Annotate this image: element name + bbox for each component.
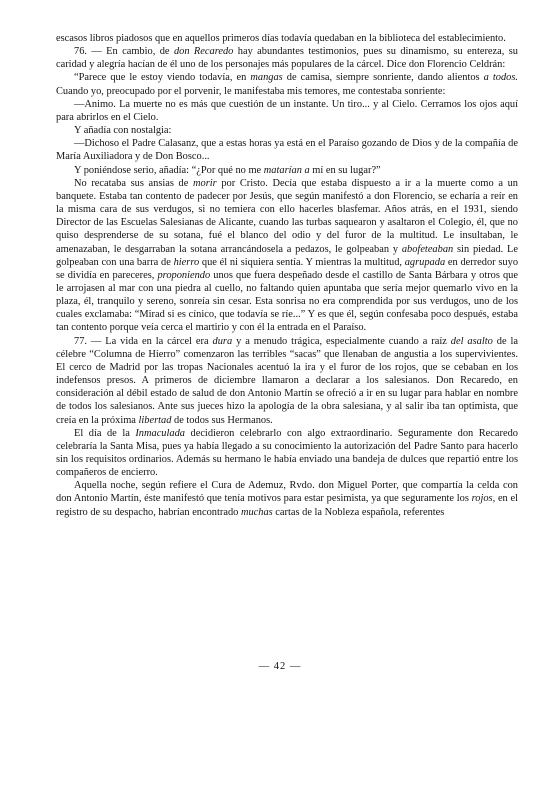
paragraph xyxy=(56,124,518,137)
text-run: No recataba sus ansias de xyxy=(74,177,193,189)
text-run: cartas de la Nobleza española, referentes xyxy=(272,506,445,518)
paragraph xyxy=(56,71,518,97)
italic-text: mangas xyxy=(250,72,283,84)
text-run: El día de la xyxy=(74,427,136,439)
italic-text: morir xyxy=(193,177,217,189)
italic-text: don Recaredo xyxy=(173,46,234,58)
text-run: de la célebre “Columna de Hierro” comenzaron las terribles “sacas” que llenaban de angustia a los supervivientes. El cerco de Madrid por las tropas Nacionales acentuó la ira y el furor de los rojos, que se cebaban en los indefensos presos. A primeros de diciembre llamaron a declarar a los salesianos. Don Recaredo, en consideración al débil estado de salud de don Antonio Martín se ofreció a ir en su lugar para hablar en nombre de todos los salesianos. Ante sus jueces hizo la apología de la obra salesiana, y al salir iba tan optimista, que creía en la próxima xyxy=(56,335,519,426)
text-run: hay abundantes testimonios, pues su dinamismo, su entereza, su caridad y alegría hacían de él uno de los personajes más populares de la cárcel. Dice don Florencio Celdrán: xyxy=(56,46,518,71)
text-run: escasos libros piadosos que en aquellos primeros días todavía quedaban en la biblioteca del establecimiento. xyxy=(56,33,506,44)
text-run: Aquella noche, según refiere el Cura de Ademuz, Rvdo. don Miguel Porter, que compartía la celda con don Antonio Martín, éste manifestó que tenía motivos para estar pesimista, ya que seguramente los xyxy=(56,480,518,505)
paragraph xyxy=(56,335,518,427)
italic-text: dura xyxy=(212,335,233,347)
italic-text: hierro xyxy=(173,256,200,268)
paragraph xyxy=(56,45,518,71)
italic-text: rojos, xyxy=(471,493,496,505)
text-run: y a menudo trágica, especialmente cuando a raíz xyxy=(232,335,451,347)
text-run: “Parece que le estoy viendo todavía, en xyxy=(74,72,251,84)
text-run: decidieron celebrarlo con algo extraordinario. Seguramente don Recaredo celebraría la Santa Misa, pues ya había llegado a su conocimiento la autorización del Padre Santo para hacerlo sin los requisitos ordinarios. Además su hermano le había enviado una bandeja de dulces que repartió entre los compañeros de encierro. xyxy=(56,427,518,479)
paragraph xyxy=(56,479,518,518)
text-run: en derredor suyo se dividía en pareceres, xyxy=(56,256,519,281)
italic-text: del asalto xyxy=(450,335,493,347)
text-run: que él ni siquiera sentía. Y mientras la multitud, xyxy=(199,256,405,268)
paragraph xyxy=(56,98,518,124)
italic-text: proponiendo xyxy=(157,269,211,281)
text-run: por Cristo. Decía que estaba dispuesto a ir a la muerte como a un banquete. Estaba tan contento de padecer por Jesús, que según manifestó a don Florencio, se echaría a reír en la misma cara de sus verdugos, si no temiera con ello hacerles blasfemar. Años atrás, en el 1931, siendo Director de las Escuelas Salesianas de Alicante, cuando las turbas saquearon y asaltaron el Colegio, él, que no quiso desprenderse de su sotana, fué el blanco del odio y del furor de la multitud. Le insultaban, le amenazaban, le desgarraban la sotana arrancándosela a pedazos, le golpeaban y xyxy=(56,177,518,255)
paragraph xyxy=(56,164,518,177)
text-run: sin piedad. Le golpeaban con una barra de xyxy=(56,243,518,268)
italic-text: agrupada xyxy=(404,256,446,268)
paragraph xyxy=(56,427,518,480)
text-run: Y añadía con nostalgia: xyxy=(74,125,172,137)
text-run: 76. — En cambio, de xyxy=(74,46,174,58)
text-run: Y poniéndose serio, añadía: “¿Por qué no me xyxy=(74,164,264,176)
text-run: Cuando yo, preocupado por el porvenir, le manifestaba mis temores, me contestaba sonriente: xyxy=(56,85,446,97)
text-run: 77. — La vida en la cárcel era xyxy=(74,335,213,347)
paragraph xyxy=(56,32,518,45)
text-run: unos que fuera despeñado desde el castillo de Santa Bárbara y otros que le arrojasen al mar con una piedra al cuello, no faltando quien apuntaba que sería mejor quemarlo vivo en la plaza, él, tranquilo y sereno, sonreía sin cesar. Esta sonrisa no era comprendida por sus verdugos, uno de los cuales exclamaba: “Mirad si es cínico, que todavía se ríe...” Y es que él, según confesaba poco después, estaba tan contento porque veía cerca el martirio y con él la entrada en el Paraíso. xyxy=(56,269,518,334)
page-number: — 42 — xyxy=(258,661,302,672)
body-text xyxy=(56,32,518,519)
text-run: —Dichoso el Padre Calasanz, que a estas horas ya está en el Paraíso gozando de Dios y de la compañía de María Auxiliadora y de Don Bosco... xyxy=(56,138,518,163)
italic-text: matarían a xyxy=(263,164,310,176)
text-run: en el registro de su despacho, habrían encontrado xyxy=(56,493,518,518)
italic-text: Inmaculada xyxy=(135,427,185,439)
italic-text: a todos. xyxy=(483,72,518,84)
paragraph xyxy=(56,137,518,163)
text-run: —Animo. La muerte no es más que cuestión de un instante. Un tiro... y al Cielo. Cerramos los ojos aquí para abrirlos en el Cielo. xyxy=(56,98,518,123)
italic-text: muchas xyxy=(240,506,273,518)
text-run: de todos sus Hermanos. xyxy=(171,414,273,426)
text-run: mí en su lugar?” xyxy=(309,164,381,176)
italic-text: abofeteaban xyxy=(401,243,454,255)
text-run: de camisa, siempre sonriente, dando alientos xyxy=(282,72,484,84)
paragraph xyxy=(56,177,518,335)
italic-text: libertad xyxy=(138,414,172,426)
